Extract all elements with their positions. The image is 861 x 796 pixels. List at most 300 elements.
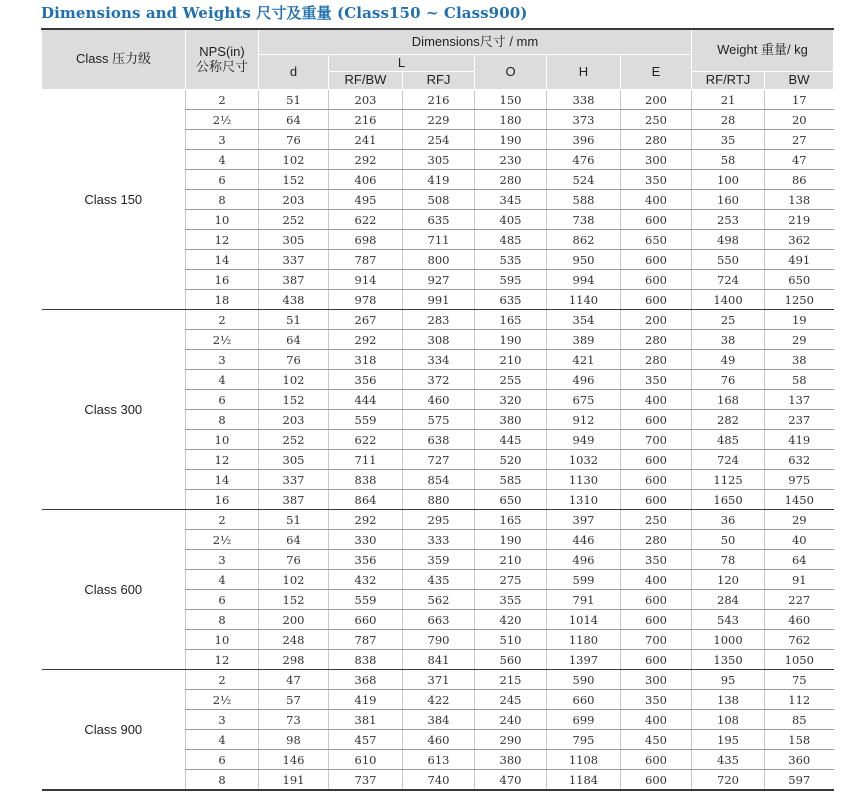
l-rfj-cell: 562 xyxy=(403,590,475,610)
d-cell: 51 xyxy=(259,90,329,110)
o-cell: 215 xyxy=(475,670,547,690)
e-cell: 600 xyxy=(621,270,692,290)
class-group-label: Class 300 xyxy=(42,310,186,510)
weight-bw-cell: 219 xyxy=(765,210,834,230)
l-rfbw-cell: 356 xyxy=(329,370,403,390)
l-rfbw-cell: 838 xyxy=(329,470,403,490)
o-cell: 560 xyxy=(475,650,547,670)
nps-cell: 2½ xyxy=(186,530,259,550)
header-class: Class 压力级 xyxy=(42,29,186,90)
weight-rfrtj-cell: 720 xyxy=(692,770,765,791)
l-rfbw-cell: 711 xyxy=(329,450,403,470)
e-cell: 650 xyxy=(621,230,692,250)
weight-bw-cell: 650 xyxy=(765,270,834,290)
h-cell: 373 xyxy=(547,110,621,130)
h-cell: 1184 xyxy=(547,770,621,791)
e-cell: 350 xyxy=(621,370,692,390)
e-cell: 250 xyxy=(621,510,692,530)
o-cell: 255 xyxy=(475,370,547,390)
h-cell: 1140 xyxy=(547,290,621,310)
weight-rfrtj-cell: 38 xyxy=(692,330,765,350)
l-rfbw-cell: 559 xyxy=(329,410,403,430)
nps-cell: 2 xyxy=(186,310,259,330)
l-rfbw-cell: 457 xyxy=(329,730,403,750)
nps-cell: 10 xyxy=(186,210,259,230)
weight-rfrtj-cell: 435 xyxy=(692,750,765,770)
header-rfbw: RF/BW xyxy=(329,72,403,90)
e-cell: 250 xyxy=(621,110,692,130)
l-rfbw-cell: 241 xyxy=(329,130,403,150)
d-cell: 252 xyxy=(259,210,329,230)
e-cell: 300 xyxy=(621,150,692,170)
l-rfbw-cell: 787 xyxy=(329,250,403,270)
l-rfbw-cell: 267 xyxy=(329,310,403,330)
d-cell: 47 xyxy=(259,670,329,690)
l-rfbw-cell: 444 xyxy=(329,390,403,410)
e-cell: 600 xyxy=(621,470,692,490)
weight-rfrtj-cell: 138 xyxy=(692,690,765,710)
l-rfj-cell: 305 xyxy=(403,150,475,170)
o-cell: 585 xyxy=(475,470,547,490)
weight-bw-cell: 112 xyxy=(765,690,834,710)
weight-bw-cell: 138 xyxy=(765,190,834,210)
nps-cell: 3 xyxy=(186,550,259,570)
o-cell: 245 xyxy=(475,690,547,710)
d-cell: 200 xyxy=(259,610,329,630)
weight-bw-cell: 47 xyxy=(765,150,834,170)
o-cell: 190 xyxy=(475,330,547,350)
header-rfj: RFJ xyxy=(403,72,475,90)
e-cell: 280 xyxy=(621,530,692,550)
nps-cell: 6 xyxy=(186,750,259,770)
h-cell: 675 xyxy=(547,390,621,410)
l-rfj-cell: 800 xyxy=(403,250,475,270)
l-rfj-cell: 638 xyxy=(403,430,475,450)
l-rfbw-cell: 292 xyxy=(329,150,403,170)
l-rfbw-cell: 356 xyxy=(329,550,403,570)
d-cell: 64 xyxy=(259,110,329,130)
h-cell: 1397 xyxy=(547,650,621,670)
e-cell: 280 xyxy=(621,130,692,150)
l-rfj-cell: 854 xyxy=(403,470,475,490)
l-rfbw-cell: 622 xyxy=(329,210,403,230)
weight-rfrtj-cell: 78 xyxy=(692,550,765,570)
d-cell: 76 xyxy=(259,130,329,150)
weight-rfrtj-cell: 50 xyxy=(692,530,765,550)
o-cell: 290 xyxy=(475,730,547,750)
l-rfj-cell: 283 xyxy=(403,310,475,330)
e-cell: 700 xyxy=(621,630,692,650)
weight-rfrtj-cell: 36 xyxy=(692,510,765,530)
l-rfbw-cell: 432 xyxy=(329,570,403,590)
e-cell: 400 xyxy=(621,710,692,730)
h-cell: 949 xyxy=(547,430,621,450)
l-rfbw-cell: 864 xyxy=(329,490,403,510)
l-rfbw-cell: 216 xyxy=(329,110,403,130)
weight-bw-cell: 17 xyxy=(765,90,834,110)
weight-bw-cell: 158 xyxy=(765,730,834,750)
o-cell: 150 xyxy=(475,90,547,110)
weight-bw-cell: 762 xyxy=(765,630,834,650)
l-rfj-cell: 372 xyxy=(403,370,475,390)
o-cell: 165 xyxy=(475,310,547,330)
h-cell: 950 xyxy=(547,250,621,270)
h-cell: 1130 xyxy=(547,470,621,490)
o-cell: 275 xyxy=(475,570,547,590)
weight-bw-cell: 58 xyxy=(765,370,834,390)
d-cell: 102 xyxy=(259,150,329,170)
l-rfbw-cell: 292 xyxy=(329,510,403,530)
d-cell: 203 xyxy=(259,410,329,430)
o-cell: 190 xyxy=(475,530,547,550)
table-body xyxy=(42,90,834,791)
weight-bw-cell: 419 xyxy=(765,430,834,450)
l-rfj-cell: 333 xyxy=(403,530,475,550)
nps-cell: 12 xyxy=(186,230,259,250)
header-bw: BW xyxy=(765,72,834,90)
weight-bw-cell: 64 xyxy=(765,550,834,570)
table-row xyxy=(42,310,834,330)
nps-cell: 6 xyxy=(186,390,259,410)
h-cell: 1032 xyxy=(547,450,621,470)
nps-cell: 2 xyxy=(186,670,259,690)
o-cell: 165 xyxy=(475,510,547,530)
d-cell: 51 xyxy=(259,510,329,530)
weight-bw-cell: 1450 xyxy=(765,490,834,510)
o-cell: 190 xyxy=(475,130,547,150)
d-cell: 152 xyxy=(259,170,329,190)
o-cell: 650 xyxy=(475,490,547,510)
d-cell: 387 xyxy=(259,490,329,510)
o-cell: 345 xyxy=(475,190,547,210)
d-cell: 191 xyxy=(259,770,329,791)
h-cell: 496 xyxy=(547,370,621,390)
nps-cell: 10 xyxy=(186,430,259,450)
table-row xyxy=(42,90,834,110)
o-cell: 380 xyxy=(475,750,547,770)
l-rfj-cell: 229 xyxy=(403,110,475,130)
weight-bw-cell: 597 xyxy=(765,770,834,791)
weight-rfrtj-cell: 1400 xyxy=(692,290,765,310)
nps-cell: 14 xyxy=(186,470,259,490)
weight-rfrtj-cell: 49 xyxy=(692,350,765,370)
o-cell: 380 xyxy=(475,410,547,430)
l-rfbw-cell: 406 xyxy=(329,170,403,190)
l-rfj-cell: 508 xyxy=(403,190,475,210)
d-cell: 387 xyxy=(259,270,329,290)
l-rfj-cell: 991 xyxy=(403,290,475,310)
l-rfj-cell: 384 xyxy=(403,710,475,730)
h-cell: 699 xyxy=(547,710,621,730)
h-cell: 795 xyxy=(547,730,621,750)
e-cell: 280 xyxy=(621,350,692,370)
nps-cell: 16 xyxy=(186,270,259,290)
weight-rfrtj-cell: 724 xyxy=(692,450,765,470)
o-cell: 510 xyxy=(475,630,547,650)
d-cell: 298 xyxy=(259,650,329,670)
o-cell: 180 xyxy=(475,110,547,130)
e-cell: 600 xyxy=(621,750,692,770)
l-rfj-cell: 613 xyxy=(403,750,475,770)
h-cell: 338 xyxy=(547,90,621,110)
l-rfj-cell: 460 xyxy=(403,390,475,410)
h-cell: 1180 xyxy=(547,630,621,650)
weight-rfrtj-cell: 253 xyxy=(692,210,765,230)
e-cell: 600 xyxy=(621,210,692,230)
h-cell: 738 xyxy=(547,210,621,230)
d-cell: 64 xyxy=(259,530,329,550)
nps-cell: 2½ xyxy=(186,690,259,710)
e-cell: 600 xyxy=(621,450,692,470)
weight-bw-cell: 632 xyxy=(765,450,834,470)
weight-bw-cell: 19 xyxy=(765,310,834,330)
e-cell: 200 xyxy=(621,310,692,330)
h-cell: 421 xyxy=(547,350,621,370)
weight-bw-cell: 38 xyxy=(765,350,834,370)
weight-bw-cell: 237 xyxy=(765,410,834,430)
weight-rfrtj-cell: 1125 xyxy=(692,470,765,490)
nps-cell: 12 xyxy=(186,450,259,470)
l-rfbw-cell: 368 xyxy=(329,670,403,690)
h-cell: 1108 xyxy=(547,750,621,770)
e-cell: 600 xyxy=(621,250,692,270)
weight-bw-cell: 137 xyxy=(765,390,834,410)
l-rfj-cell: 371 xyxy=(403,670,475,690)
o-cell: 535 xyxy=(475,250,547,270)
d-cell: 98 xyxy=(259,730,329,750)
d-cell: 76 xyxy=(259,550,329,570)
nps-cell: 2½ xyxy=(186,110,259,130)
h-cell: 496 xyxy=(547,550,621,570)
nps-cell: 12 xyxy=(186,650,259,670)
l-rfbw-cell: 610 xyxy=(329,750,403,770)
weight-bw-cell: 20 xyxy=(765,110,834,130)
l-rfj-cell: 711 xyxy=(403,230,475,250)
d-cell: 305 xyxy=(259,230,329,250)
e-cell: 400 xyxy=(621,190,692,210)
o-cell: 485 xyxy=(475,230,547,250)
d-cell: 102 xyxy=(259,570,329,590)
h-cell: 599 xyxy=(547,570,621,590)
weight-rfrtj-cell: 498 xyxy=(692,230,765,250)
h-cell: 446 xyxy=(547,530,621,550)
weight-rfrtj-cell: 168 xyxy=(692,390,765,410)
weight-rfrtj-cell: 76 xyxy=(692,370,765,390)
weight-rfrtj-cell: 1000 xyxy=(692,630,765,650)
l-rfj-cell: 422 xyxy=(403,690,475,710)
header-E: E xyxy=(621,55,692,90)
table-header xyxy=(42,29,834,90)
weight-rfrtj-cell: 1350 xyxy=(692,650,765,670)
l-rfj-cell: 727 xyxy=(403,450,475,470)
l-rfj-cell: 635 xyxy=(403,210,475,230)
h-cell: 660 xyxy=(547,690,621,710)
weight-rfrtj-cell: 550 xyxy=(692,250,765,270)
o-cell: 470 xyxy=(475,770,547,791)
o-cell: 635 xyxy=(475,290,547,310)
l-rfbw-cell: 559 xyxy=(329,590,403,610)
nps-cell: 3 xyxy=(186,710,259,730)
l-rfbw-cell: 318 xyxy=(329,350,403,370)
e-cell: 350 xyxy=(621,690,692,710)
o-cell: 445 xyxy=(475,430,547,450)
o-cell: 320 xyxy=(475,390,547,410)
h-cell: 354 xyxy=(547,310,621,330)
d-cell: 248 xyxy=(259,630,329,650)
weight-rfrtj-cell: 100 xyxy=(692,170,765,190)
weight-bw-cell: 360 xyxy=(765,750,834,770)
d-cell: 76 xyxy=(259,350,329,370)
e-cell: 400 xyxy=(621,390,692,410)
h-cell: 1014 xyxy=(547,610,621,630)
class-group-label: Class 150 xyxy=(42,90,186,310)
d-cell: 438 xyxy=(259,290,329,310)
d-cell: 152 xyxy=(259,390,329,410)
weight-rfrtj-cell: 160 xyxy=(692,190,765,210)
h-cell: 588 xyxy=(547,190,621,210)
nps-cell: 8 xyxy=(186,190,259,210)
h-cell: 397 xyxy=(547,510,621,530)
weight-rfrtj-cell: 1650 xyxy=(692,490,765,510)
l-rfj-cell: 308 xyxy=(403,330,475,350)
nps-cell: 18 xyxy=(186,290,259,310)
nps-cell: 4 xyxy=(186,370,259,390)
weight-bw-cell: 491 xyxy=(765,250,834,270)
d-cell: 57 xyxy=(259,690,329,710)
nps-cell: 2½ xyxy=(186,330,259,350)
h-cell: 912 xyxy=(547,410,621,430)
header-dimensions: Dimensions尺寸 / mm xyxy=(259,29,692,55)
page-title: Dimensions and Weights 尺寸及重量 (Class150 ~ Class900) xyxy=(41,4,528,22)
table-row xyxy=(42,510,834,530)
o-cell: 355 xyxy=(475,590,547,610)
l-rfj-cell: 460 xyxy=(403,730,475,750)
nps-cell: 2 xyxy=(186,90,259,110)
l-rfbw-cell: 737 xyxy=(329,770,403,791)
weight-bw-cell: 85 xyxy=(765,710,834,730)
l-rfj-cell: 663 xyxy=(403,610,475,630)
header-d: d xyxy=(259,55,329,90)
d-cell: 102 xyxy=(259,370,329,390)
l-rfbw-cell: 787 xyxy=(329,630,403,650)
l-rfj-cell: 419 xyxy=(403,170,475,190)
nps-cell: 16 xyxy=(186,490,259,510)
l-rfbw-cell: 914 xyxy=(329,270,403,290)
weight-rfrtj-cell: 543 xyxy=(692,610,765,630)
e-cell: 450 xyxy=(621,730,692,750)
o-cell: 280 xyxy=(475,170,547,190)
e-cell: 280 xyxy=(621,330,692,350)
h-cell: 1310 xyxy=(547,490,621,510)
nps-cell: 4 xyxy=(186,570,259,590)
weight-rfrtj-cell: 120 xyxy=(692,570,765,590)
d-cell: 252 xyxy=(259,430,329,450)
l-rfbw-cell: 622 xyxy=(329,430,403,450)
e-cell: 600 xyxy=(621,770,692,791)
weight-rfrtj-cell: 58 xyxy=(692,150,765,170)
d-cell: 203 xyxy=(259,190,329,210)
nps-cell: 3 xyxy=(186,350,259,370)
o-cell: 520 xyxy=(475,450,547,470)
l-rfj-cell: 927 xyxy=(403,270,475,290)
weight-bw-cell: 1250 xyxy=(765,290,834,310)
class-group-label: Class 600 xyxy=(42,510,186,670)
e-cell: 600 xyxy=(621,290,692,310)
header-H: H xyxy=(547,55,621,90)
l-rfbw-cell: 698 xyxy=(329,230,403,250)
weight-rfrtj-cell: 195 xyxy=(692,730,765,750)
weight-bw-cell: 975 xyxy=(765,470,834,490)
weight-bw-cell: 91 xyxy=(765,570,834,590)
h-cell: 994 xyxy=(547,270,621,290)
weight-bw-cell: 29 xyxy=(765,330,834,350)
weight-rfrtj-cell: 108 xyxy=(692,710,765,730)
weight-rfrtj-cell: 25 xyxy=(692,310,765,330)
e-cell: 600 xyxy=(621,410,692,430)
e-cell: 350 xyxy=(621,550,692,570)
nps-cell: 14 xyxy=(186,250,259,270)
l-rfj-cell: 359 xyxy=(403,550,475,570)
e-cell: 300 xyxy=(621,670,692,690)
e-cell: 600 xyxy=(621,490,692,510)
nps-cell: 3 xyxy=(186,130,259,150)
l-rfbw-cell: 330 xyxy=(329,530,403,550)
header-weight: Weight 重量/ kg xyxy=(692,29,834,72)
l-rfj-cell: 295 xyxy=(403,510,475,530)
header-O: O xyxy=(475,55,547,90)
d-cell: 64 xyxy=(259,330,329,350)
weight-bw-cell: 27 xyxy=(765,130,834,150)
l-rfbw-cell: 660 xyxy=(329,610,403,630)
l-rfj-cell: 841 xyxy=(403,650,475,670)
h-cell: 791 xyxy=(547,590,621,610)
weight-rfrtj-cell: 95 xyxy=(692,670,765,690)
l-rfj-cell: 575 xyxy=(403,410,475,430)
l-rfbw-cell: 292 xyxy=(329,330,403,350)
l-rfj-cell: 334 xyxy=(403,350,475,370)
nps-cell: 4 xyxy=(186,730,259,750)
o-cell: 595 xyxy=(475,270,547,290)
d-cell: 337 xyxy=(259,250,329,270)
l-rfj-cell: 435 xyxy=(403,570,475,590)
weight-bw-cell: 362 xyxy=(765,230,834,250)
o-cell: 405 xyxy=(475,210,547,230)
weight-rfrtj-cell: 28 xyxy=(692,110,765,130)
nps-cell: 6 xyxy=(186,590,259,610)
e-cell: 200 xyxy=(621,90,692,110)
e-cell: 700 xyxy=(621,430,692,450)
d-cell: 152 xyxy=(259,590,329,610)
o-cell: 210 xyxy=(475,550,547,570)
l-rfbw-cell: 203 xyxy=(329,90,403,110)
nps-cell: 8 xyxy=(186,410,259,430)
e-cell: 350 xyxy=(621,170,692,190)
l-rfj-cell: 880 xyxy=(403,490,475,510)
h-cell: 396 xyxy=(547,130,621,150)
header-rfrtj: RF/RTJ xyxy=(692,72,765,90)
h-cell: 590 xyxy=(547,670,621,690)
e-cell: 400 xyxy=(621,570,692,590)
o-cell: 210 xyxy=(475,350,547,370)
h-cell: 476 xyxy=(547,150,621,170)
weight-bw-cell: 29 xyxy=(765,510,834,530)
weight-bw-cell: 460 xyxy=(765,610,834,630)
l-rfj-cell: 216 xyxy=(403,90,475,110)
h-cell: 862 xyxy=(547,230,621,250)
l-rfbw-cell: 838 xyxy=(329,650,403,670)
nps-cell: 8 xyxy=(186,770,259,791)
o-cell: 240 xyxy=(475,710,547,730)
